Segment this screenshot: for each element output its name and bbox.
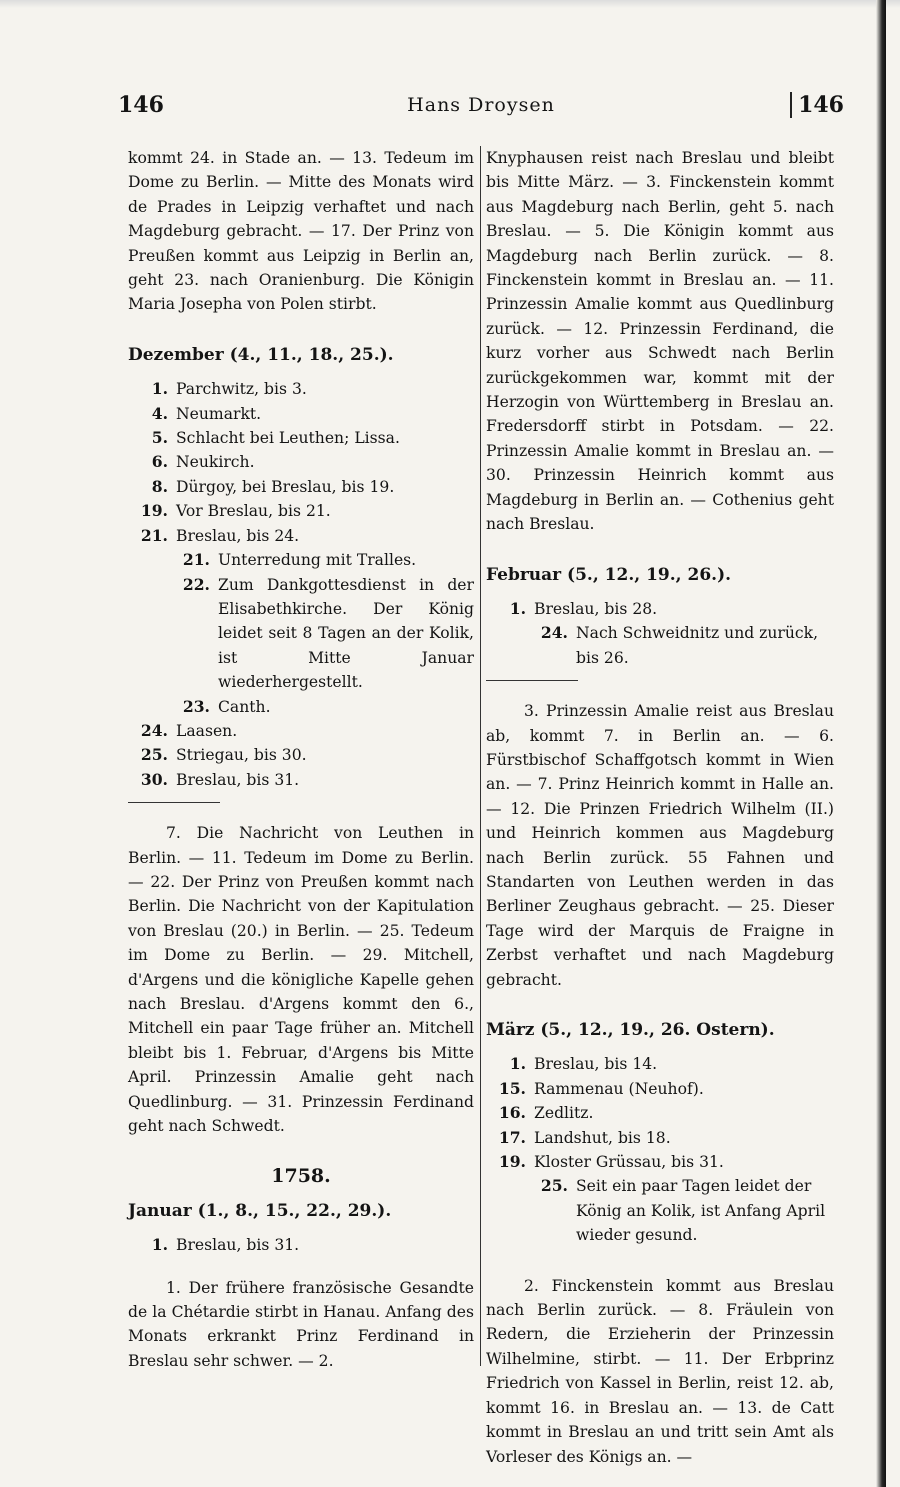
list-item: 30. Breslau, bis 31. [140, 769, 300, 789]
list-item: 1. Parchwitz, bis 3. [151, 379, 307, 399]
list-item: 17. Landshut, bis 18. [498, 1127, 671, 1147]
list-item: 21. Breslau, bis 24. [140, 525, 300, 545]
itinerary-list-january [128, 1233, 474, 1257]
month-heading-january: Januar (1., 8., 15., 22., 29.). [128, 1200, 392, 1221]
page-top-shadow [0, 0, 900, 8]
list-item: 19. Vor Breslau, bis 21. [140, 501, 331, 521]
left-column [128, 146, 474, 1373]
list-item: 1. Breslau, bis 14. [509, 1054, 658, 1074]
list-item: 8. Dürgoy, bei Breslau, bis 19. [151, 476, 395, 496]
column-divider [480, 146, 481, 1366]
running-title: Hans Droysen [407, 94, 555, 116]
sub-list-item: 21. Unterredung mit Tralles. [182, 550, 417, 570]
paragraph: 7. Die Nachricht von Leuthen in Berlin. — 11. Tedeum im Dome zu Berlin. — 22. Der Prinz von Preußen kommt nach Berlin. Die Nachricht von der Kapitulation von Breslau (20.) in Berlin. — 25. Tedeum im Dome zu Berlin. — 29. Mitchell, d'Argens und die königliche Kapelle gehen nach Breslau. d'Argens kommt den 6., Mitchell ein paar Tage früher an. Mitchell bleibt bis 1. Februar, d'Argens bis Mitte April. Prinzessin Amalie geht nach Quedlinburg. — 31. Prinzessin Ferdinand geht nach Schwedt. [128, 824, 474, 1136]
list-item: 15. Rammenau (Neuhof). [498, 1078, 704, 1098]
list-item: 4. Neumarkt. [151, 403, 262, 423]
page-number-left: 146 [118, 92, 164, 118]
month-heading-december: Dezember (4., 11., 18., 25.). [128, 344, 394, 365]
paragraph: kommt 24. in Stade an. — 13. Tedeum im Dome zu Berlin. — Mitte des Monats wird de Prades in Leipzig verhaftet und nach Magdeburg gebracht. — 17. Der Prinz von Preußen kommt aus Leipzig in Berlin an, geht 23. nach Oranienburg. Die Königin Maria Josepha von Polen stirbt. [128, 149, 474, 314]
list-item: 25. Striegau, bis 30. [140, 745, 307, 765]
paragraph: 1. Der frühere französische Gesandte de la Chétardie stirbt in Hanau. Anfang des Monats erkrankt Prinz Ferdinand in Breslau sehr schwer. — 2. [128, 1278, 474, 1370]
list-item: 24. Laasen. [140, 720, 238, 740]
sub-list-item: 24. Nach Schweidnitz und zurück, bis 26. [540, 623, 819, 667]
page-header [118, 92, 844, 128]
sub-list-item: 22. Zum Dankgottesdienst in der Elisabethkirche. Der König leidet seit 8 Tagen an der Kolik, ist Mitte Januar wiederhergestellt. [182, 574, 474, 692]
page-number-right: 146 [790, 92, 844, 118]
right-column [486, 146, 834, 1469]
year-heading: 1758. [271, 1165, 331, 1188]
paragraph: 2. Finckenstein kommt aus Breslau nach Berlin zurück. — 8. Fräulein von Redern, die Erzieherin der Prinzessin Wilhelmine, stirbt. — 11. Der Erbprinz Friedrich von Kassel in Berlin, reist 12. ab, kommt 16. in Breslau an. — 13. de Catt kommt in Breslau an und tritt sein Amt als Vorleser des Königs an. — [486, 1276, 834, 1466]
month-heading-march: März (5., 12., 19., 26. Ostern). [486, 1020, 775, 1040]
list-item: 6. Neukirch. [151, 452, 255, 472]
book-spine-edge [876, 0, 886, 1487]
sub-list-item: 23. Canth. [182, 696, 271, 716]
paragraph: 3. Prinzessin Amalie reist aus Breslau ab, kommt 7. in Berlin an. — 6. Fürstbischof Schaffgotsch kommt in Wien an. — 7. Prinz Heinrich kommt in Halle an. — 12. Die Prinzen Friedrich Wilhelm (II.) und Heinrich kommen aus Magdeburg nach Berlin zurück. 55 Fahnen und Standarten von Leuthen werden in das Berliner Zeughaus gebracht. — 25. Dieser Tage wird der Marquis de Fraigne in Zerbst verhaftet und nach Magdeburg gebracht. [486, 702, 834, 989]
month-heading-february: Februar (5., 12., 19., 26.). [486, 564, 732, 585]
paragraph: Knyphausen reist nach Breslau und bleibt bis Mitte März. — 3. Finckenstein kommt aus Magdeburg nach Berlin, geht 5. nach Breslau. — 5. Die Königin kommt aus Magdeburg nach Berlin zurück. — 8. Finckenstein kommt in Breslau an. — 11. Prinzessin Amalie kommt aus Quedlinburg zurück. — 12. Prinzessin Ferdinand, die kurz vorher aus Schwedt nach Berlin zurückgekommen war, kommt mit der Herzogin von Württemberg in Breslau an. Fredersdorff stirbt in Potsdam. — 22. Prinzessin Amalie kommt in Breslau an. — 30. Prinzessin Heinrich kommt aus Magdeburg in Berlin an. — Cothenius geht nach Breslau. [486, 149, 834, 534]
list-item: 16. Zedlitz. [498, 1103, 594, 1123]
itinerary-list-december [128, 377, 474, 792]
itinerary-list-march [486, 1052, 834, 1247]
sub-list-item: 25. Seit ein paar Tagen leidet der König an Kolik, ist Anfang April wieder gesund. [540, 1176, 826, 1245]
itinerary-list-february [486, 597, 834, 670]
list-item: 19. Kloster Grüssau, bis 31. [498, 1152, 724, 1172]
list-item: 1. Breslau, bis 31. [151, 1235, 300, 1255]
list-item: 5. Schlacht bei Leuthen; Lissa. [151, 428, 400, 448]
list-item: 1. Breslau, bis 28. [509, 598, 658, 618]
